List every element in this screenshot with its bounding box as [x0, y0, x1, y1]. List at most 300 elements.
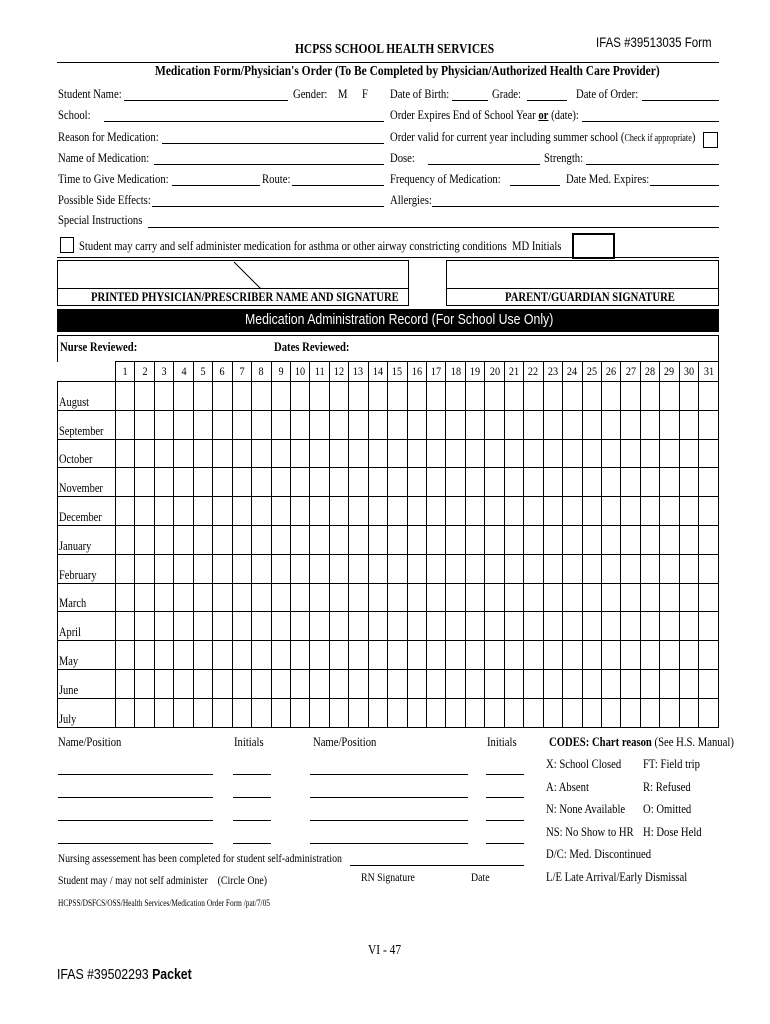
mar-cell[interactable] [290, 410, 309, 439]
mar-cell[interactable] [193, 525, 212, 554]
mar-cell[interactable] [310, 468, 329, 497]
mar-cell[interactable] [368, 497, 387, 526]
mar-cell[interactable] [660, 468, 679, 497]
initials-line-1b[interactable] [233, 797, 271, 798]
route-field[interactable] [292, 185, 384, 186]
mar-cell[interactable] [485, 410, 504, 439]
initials-line-1d[interactable] [233, 843, 271, 844]
mar-cell[interactable] [582, 583, 601, 612]
gender-f-option[interactable]: F [362, 86, 368, 101]
mar-cell[interactable] [116, 497, 135, 526]
mar-cell[interactable] [193, 439, 212, 468]
mar-cell[interactable] [349, 410, 368, 439]
mar-cell[interactable] [271, 641, 290, 670]
initials-line-2a[interactable] [486, 774, 524, 775]
mar-cell[interactable] [349, 554, 368, 583]
mar-cell[interactable] [407, 669, 426, 698]
mar-cell[interactable] [213, 669, 232, 698]
mar-cell[interactable] [388, 612, 407, 641]
mar-cell[interactable] [193, 669, 212, 698]
mar-cell[interactable] [563, 669, 582, 698]
mar-cell[interactable] [660, 641, 679, 670]
mar-cell[interactable] [116, 698, 135, 727]
mar-cell[interactable] [446, 641, 465, 670]
date-of-order-field[interactable] [642, 100, 719, 101]
mar-cell[interactable] [329, 525, 348, 554]
dob-field[interactable] [452, 100, 488, 101]
mar-cell[interactable] [388, 468, 407, 497]
mar-cell[interactable] [252, 583, 271, 612]
mar-cell[interactable] [349, 583, 368, 612]
mar-cell[interactable] [660, 583, 679, 612]
mar-cell[interactable] [290, 583, 309, 612]
mar-cell[interactable] [582, 525, 601, 554]
mar-cell[interactable] [660, 612, 679, 641]
mar-cell[interactable] [543, 641, 562, 670]
time-to-give-field[interactable] [172, 185, 260, 186]
mar-cell[interactable] [388, 525, 407, 554]
mar-cell[interactable] [446, 525, 465, 554]
mar-cell[interactable] [135, 669, 154, 698]
mar-cell[interactable] [621, 439, 640, 468]
mar-cell[interactable] [271, 612, 290, 641]
mar-cell[interactable] [660, 497, 679, 526]
mar-cell[interactable] [407, 497, 426, 526]
mar-cell[interactable] [368, 410, 387, 439]
mar-cell[interactable] [213, 612, 232, 641]
frequency-field[interactable] [510, 185, 560, 186]
mar-cell[interactable] [310, 641, 329, 670]
mar-cell[interactable] [368, 583, 387, 612]
mar-cell[interactable] [310, 669, 329, 698]
mar-cell[interactable] [504, 554, 523, 583]
mar-cell[interactable] [388, 669, 407, 698]
mar-cell[interactable] [524, 382, 543, 411]
mar-cell[interactable] [349, 497, 368, 526]
mar-cell[interactable] [465, 612, 484, 641]
mar-cell[interactable] [543, 468, 562, 497]
mar-cell[interactable] [563, 497, 582, 526]
mar-cell[interactable] [310, 612, 329, 641]
initials-line-2c[interactable] [486, 820, 524, 821]
mar-cell[interactable] [543, 698, 562, 727]
mar-cell[interactable] [232, 468, 251, 497]
mar-cell[interactable] [407, 583, 426, 612]
mar-cell[interactable] [407, 439, 426, 468]
mar-cell[interactable] [621, 468, 640, 497]
mar-cell[interactable] [407, 468, 426, 497]
mar-cell[interactable] [660, 382, 679, 411]
mar-cell[interactable] [601, 410, 620, 439]
mar-cell[interactable] [232, 641, 251, 670]
summer-school-checkbox[interactable] [703, 132, 718, 148]
mar-cell[interactable] [388, 410, 407, 439]
mar-cell[interactable] [174, 554, 193, 583]
mar-cell[interactable] [563, 525, 582, 554]
mar-cell[interactable] [427, 468, 446, 497]
mar-cell[interactable] [660, 439, 679, 468]
mar-cell[interactable] [290, 612, 309, 641]
mar-cell[interactable] [582, 669, 601, 698]
mar-cell[interactable] [543, 497, 562, 526]
mar-cell[interactable] [135, 410, 154, 439]
mar-cell[interactable] [388, 583, 407, 612]
student-name-field[interactable] [124, 100, 288, 101]
mar-cell[interactable] [543, 612, 562, 641]
name-position-line-2c[interactable] [310, 820, 468, 821]
mar-cell[interactable] [232, 583, 251, 612]
mar-cell[interactable] [504, 468, 523, 497]
mar-cell[interactable] [640, 554, 659, 583]
mar-cell[interactable] [290, 669, 309, 698]
mar-cell[interactable] [621, 382, 640, 411]
mar-cell[interactable] [524, 410, 543, 439]
mar-cell[interactable] [135, 382, 154, 411]
mar-cell[interactable] [582, 410, 601, 439]
mar-cell[interactable] [388, 382, 407, 411]
mar-cell[interactable] [699, 583, 719, 612]
mar-cell[interactable] [232, 497, 251, 526]
mar-cell[interactable] [485, 554, 504, 583]
mar-cell[interactable] [232, 669, 251, 698]
mar-cell[interactable] [679, 468, 698, 497]
mar-cell[interactable] [154, 554, 173, 583]
mar-cell[interactable] [427, 554, 446, 583]
mar-cell[interactable] [446, 669, 465, 698]
mar-cell[interactable] [427, 439, 446, 468]
mar-cell[interactable] [446, 554, 465, 583]
mar-cell[interactable] [174, 497, 193, 526]
mar-cell[interactable] [310, 698, 329, 727]
mar-cell[interactable] [213, 525, 232, 554]
mar-cell[interactable] [271, 410, 290, 439]
mar-cell[interactable] [193, 612, 212, 641]
mar-cell[interactable] [252, 669, 271, 698]
mar-cell[interactable] [174, 410, 193, 439]
mar-cell[interactable] [563, 439, 582, 468]
initials-line-1a[interactable] [233, 774, 271, 775]
mar-cell[interactable] [349, 698, 368, 727]
mar-cell[interactable] [621, 497, 640, 526]
mar-cell[interactable] [485, 497, 504, 526]
mar-cell[interactable] [621, 554, 640, 583]
mar-cell[interactable] [154, 468, 173, 497]
mar-cell[interactable] [349, 439, 368, 468]
mar-cell[interactable] [135, 612, 154, 641]
mar-cell[interactable] [193, 468, 212, 497]
mar-cell[interactable] [524, 669, 543, 698]
name-position-line-2d[interactable] [310, 843, 468, 844]
mar-cell[interactable] [601, 468, 620, 497]
dose-field[interactable] [428, 164, 540, 165]
mar-cell[interactable] [679, 583, 698, 612]
name-position-line-2b[interactable] [310, 797, 468, 798]
mar-cell[interactable] [524, 698, 543, 727]
mar-cell[interactable] [601, 669, 620, 698]
mar-cell[interactable] [504, 641, 523, 670]
mar-cell[interactable] [582, 439, 601, 468]
mar-cell[interactable] [427, 583, 446, 612]
mar-cell[interactable] [116, 382, 135, 411]
mar-cell[interactable] [601, 439, 620, 468]
mar-cell[interactable] [679, 612, 698, 641]
mar-cell[interactable] [601, 641, 620, 670]
mar-cell[interactable] [640, 612, 659, 641]
mar-cell[interactable] [465, 439, 484, 468]
mar-cell[interactable] [427, 669, 446, 698]
mar-cell[interactable] [368, 525, 387, 554]
mar-cell[interactable] [582, 382, 601, 411]
mar-cell[interactable] [504, 583, 523, 612]
mar-cell[interactable] [232, 612, 251, 641]
mar-cell[interactable] [446, 468, 465, 497]
mar-cell[interactable] [329, 612, 348, 641]
mar-cell[interactable] [427, 612, 446, 641]
mar-cell[interactable] [252, 410, 271, 439]
mar-cell[interactable] [154, 410, 173, 439]
mar-cell[interactable] [563, 698, 582, 727]
mar-cell[interactable] [193, 554, 212, 583]
mar-cell[interactable] [193, 583, 212, 612]
mar-cell[interactable] [563, 382, 582, 411]
mar-cell[interactable] [174, 641, 193, 670]
mar-cell[interactable] [310, 497, 329, 526]
mar-cell[interactable] [407, 382, 426, 411]
name-position-line-1c[interactable] [58, 820, 213, 821]
mar-cell[interactable] [524, 554, 543, 583]
mar-cell[interactable] [349, 525, 368, 554]
mar-cell[interactable] [116, 554, 135, 583]
mar-cell[interactable] [407, 525, 426, 554]
mar-cell[interactable] [174, 669, 193, 698]
medication-name-field[interactable] [154, 164, 384, 165]
mar-cell[interactable] [563, 554, 582, 583]
mar-cell[interactable] [465, 525, 484, 554]
mar-cell[interactable] [329, 641, 348, 670]
mar-cell[interactable] [446, 410, 465, 439]
mar-cell[interactable] [485, 583, 504, 612]
mar-cell[interactable] [213, 382, 232, 411]
mar-cell[interactable] [660, 410, 679, 439]
physician-signature-box[interactable] [57, 260, 409, 306]
mar-cell[interactable] [427, 698, 446, 727]
mar-cell[interactable] [679, 497, 698, 526]
mar-cell[interactable] [290, 497, 309, 526]
mar-cell[interactable] [485, 698, 504, 727]
mar-cell[interactable] [427, 410, 446, 439]
mar-cell[interactable] [660, 554, 679, 583]
mar-cell[interactable] [135, 641, 154, 670]
mar-cell[interactable] [601, 612, 620, 641]
mar-cell[interactable] [310, 382, 329, 411]
mar-cell[interactable] [640, 382, 659, 411]
parent-signature-box[interactable] [446, 260, 719, 306]
mar-cell[interactable] [504, 525, 523, 554]
mar-cell[interactable] [290, 525, 309, 554]
mar-cell[interactable] [563, 468, 582, 497]
mar-cell[interactable] [232, 382, 251, 411]
mar-cell[interactable] [388, 554, 407, 583]
mar-cell[interactable] [310, 583, 329, 612]
mar-cell[interactable] [154, 641, 173, 670]
mar-cell[interactable] [407, 410, 426, 439]
mar-cell[interactable] [368, 641, 387, 670]
mar-cell[interactable] [543, 410, 562, 439]
md-initials-box[interactable] [572, 233, 615, 259]
mar-cell[interactable] [116, 410, 135, 439]
mar-cell[interactable] [271, 439, 290, 468]
mar-cell[interactable] [154, 612, 173, 641]
mar-cell[interactable] [504, 698, 523, 727]
mar-cell[interactable] [679, 554, 698, 583]
mar-cell[interactable] [524, 525, 543, 554]
mar-cell[interactable] [699, 468, 719, 497]
mar-cell[interactable] [252, 497, 271, 526]
mar-cell[interactable] [388, 497, 407, 526]
mar-cell[interactable] [174, 612, 193, 641]
mar-cell[interactable] [154, 497, 173, 526]
mar-cell[interactable] [465, 410, 484, 439]
mar-cell[interactable] [213, 641, 232, 670]
mar-cell[interactable] [193, 641, 212, 670]
mar-cell[interactable] [524, 583, 543, 612]
mar-cell[interactable] [427, 641, 446, 670]
mar-cell[interactable] [135, 554, 154, 583]
mar-cell[interactable] [563, 641, 582, 670]
mar-cell[interactable] [213, 583, 232, 612]
mar-cell[interactable] [252, 382, 271, 411]
name-position-line-1b[interactable] [58, 797, 213, 798]
mar-cell[interactable] [699, 525, 719, 554]
mar-cell[interactable] [427, 497, 446, 526]
mar-cell[interactable] [465, 583, 484, 612]
mar-cell[interactable] [485, 612, 504, 641]
mar-cell[interactable] [679, 525, 698, 554]
mar-cell[interactable] [465, 698, 484, 727]
mar-cell[interactable] [582, 698, 601, 727]
mar-cell[interactable] [252, 525, 271, 554]
mar-cell[interactable] [368, 698, 387, 727]
mar-cell[interactable] [388, 439, 407, 468]
mar-cell[interactable] [368, 554, 387, 583]
mar-cell[interactable] [388, 641, 407, 670]
mar-cell[interactable] [640, 497, 659, 526]
mar-cell[interactable] [193, 410, 212, 439]
self-administer-checkbox[interactable] [60, 237, 74, 253]
mar-cell[interactable] [601, 525, 620, 554]
grade-field[interactable] [527, 100, 567, 101]
mar-cell[interactable] [601, 583, 620, 612]
mar-cell[interactable] [582, 554, 601, 583]
mar-cell[interactable] [154, 583, 173, 612]
mar-cell[interactable] [407, 698, 426, 727]
mar-cell[interactable] [582, 641, 601, 670]
side-effects-field[interactable] [152, 206, 384, 207]
mar-cell[interactable] [699, 554, 719, 583]
mar-cell[interactable] [116, 669, 135, 698]
mar-cell[interactable] [660, 669, 679, 698]
mar-cell[interactable] [154, 698, 173, 727]
mar-cell[interactable] [582, 468, 601, 497]
order-expires-date-field[interactable] [582, 121, 719, 122]
mar-cell[interactable] [271, 468, 290, 497]
mar-cell[interactable] [349, 382, 368, 411]
mar-cell[interactable] [582, 612, 601, 641]
mar-cell[interactable] [310, 439, 329, 468]
mar-cell[interactable] [213, 698, 232, 727]
mar-cell[interactable] [232, 439, 251, 468]
date-med-expires-field[interactable] [650, 185, 719, 186]
mar-cell[interactable] [640, 641, 659, 670]
mar-cell[interactable] [543, 382, 562, 411]
mar-cell[interactable] [485, 525, 504, 554]
mar-cell[interactable] [699, 410, 719, 439]
mar-cell[interactable] [504, 410, 523, 439]
rn-signature-line[interactable] [350, 865, 524, 866]
mar-cell[interactable] [232, 525, 251, 554]
mar-cell[interactable] [135, 439, 154, 468]
mar-cell[interactable] [213, 554, 232, 583]
mar-cell[interactable] [329, 410, 348, 439]
mar-cell[interactable] [329, 669, 348, 698]
mar-cell[interactable] [465, 669, 484, 698]
mar-cell[interactable] [290, 468, 309, 497]
mar-cell[interactable] [465, 497, 484, 526]
mar-cell[interactable] [213, 410, 232, 439]
mar-cell[interactable] [485, 439, 504, 468]
mar-cell[interactable] [601, 382, 620, 411]
mar-cell[interactable] [135, 698, 154, 727]
mar-cell[interactable] [116, 583, 135, 612]
special-instructions-field[interactable] [148, 227, 719, 228]
mar-cell[interactable] [193, 497, 212, 526]
mar-cell[interactable] [563, 410, 582, 439]
mar-cell[interactable] [524, 497, 543, 526]
mar-cell[interactable] [193, 698, 212, 727]
mar-cell[interactable] [271, 554, 290, 583]
mar-cell[interactable] [543, 669, 562, 698]
gender-m-option[interactable]: M [338, 86, 348, 101]
mar-cell[interactable] [601, 554, 620, 583]
mar-cell[interactable] [640, 410, 659, 439]
mar-cell[interactable] [621, 698, 640, 727]
mar-cell[interactable] [446, 698, 465, 727]
mar-cell[interactable] [116, 641, 135, 670]
mar-cell[interactable] [465, 468, 484, 497]
mar-cell[interactable] [679, 641, 698, 670]
mar-cell[interactable] [601, 698, 620, 727]
mar-cell[interactable] [504, 497, 523, 526]
mar-cell[interactable] [290, 641, 309, 670]
mar-cell[interactable] [252, 641, 271, 670]
mar-cell[interactable] [465, 641, 484, 670]
school-field[interactable] [104, 121, 384, 122]
mar-cell[interactable] [446, 382, 465, 411]
mar-cell[interactable] [524, 439, 543, 468]
mar-cell[interactable] [329, 497, 348, 526]
name-position-line-1a[interactable] [58, 774, 213, 775]
mar-cell[interactable] [660, 698, 679, 727]
mar-cell[interactable] [621, 583, 640, 612]
mar-cell[interactable] [193, 382, 212, 411]
mar-cell[interactable] [407, 612, 426, 641]
mar-cell[interactable] [446, 612, 465, 641]
mar-cell[interactable] [329, 382, 348, 411]
reason-field[interactable] [162, 143, 384, 144]
mar-cell[interactable] [271, 382, 290, 411]
mar-cell[interactable] [582, 497, 601, 526]
mar-cell[interactable] [174, 439, 193, 468]
